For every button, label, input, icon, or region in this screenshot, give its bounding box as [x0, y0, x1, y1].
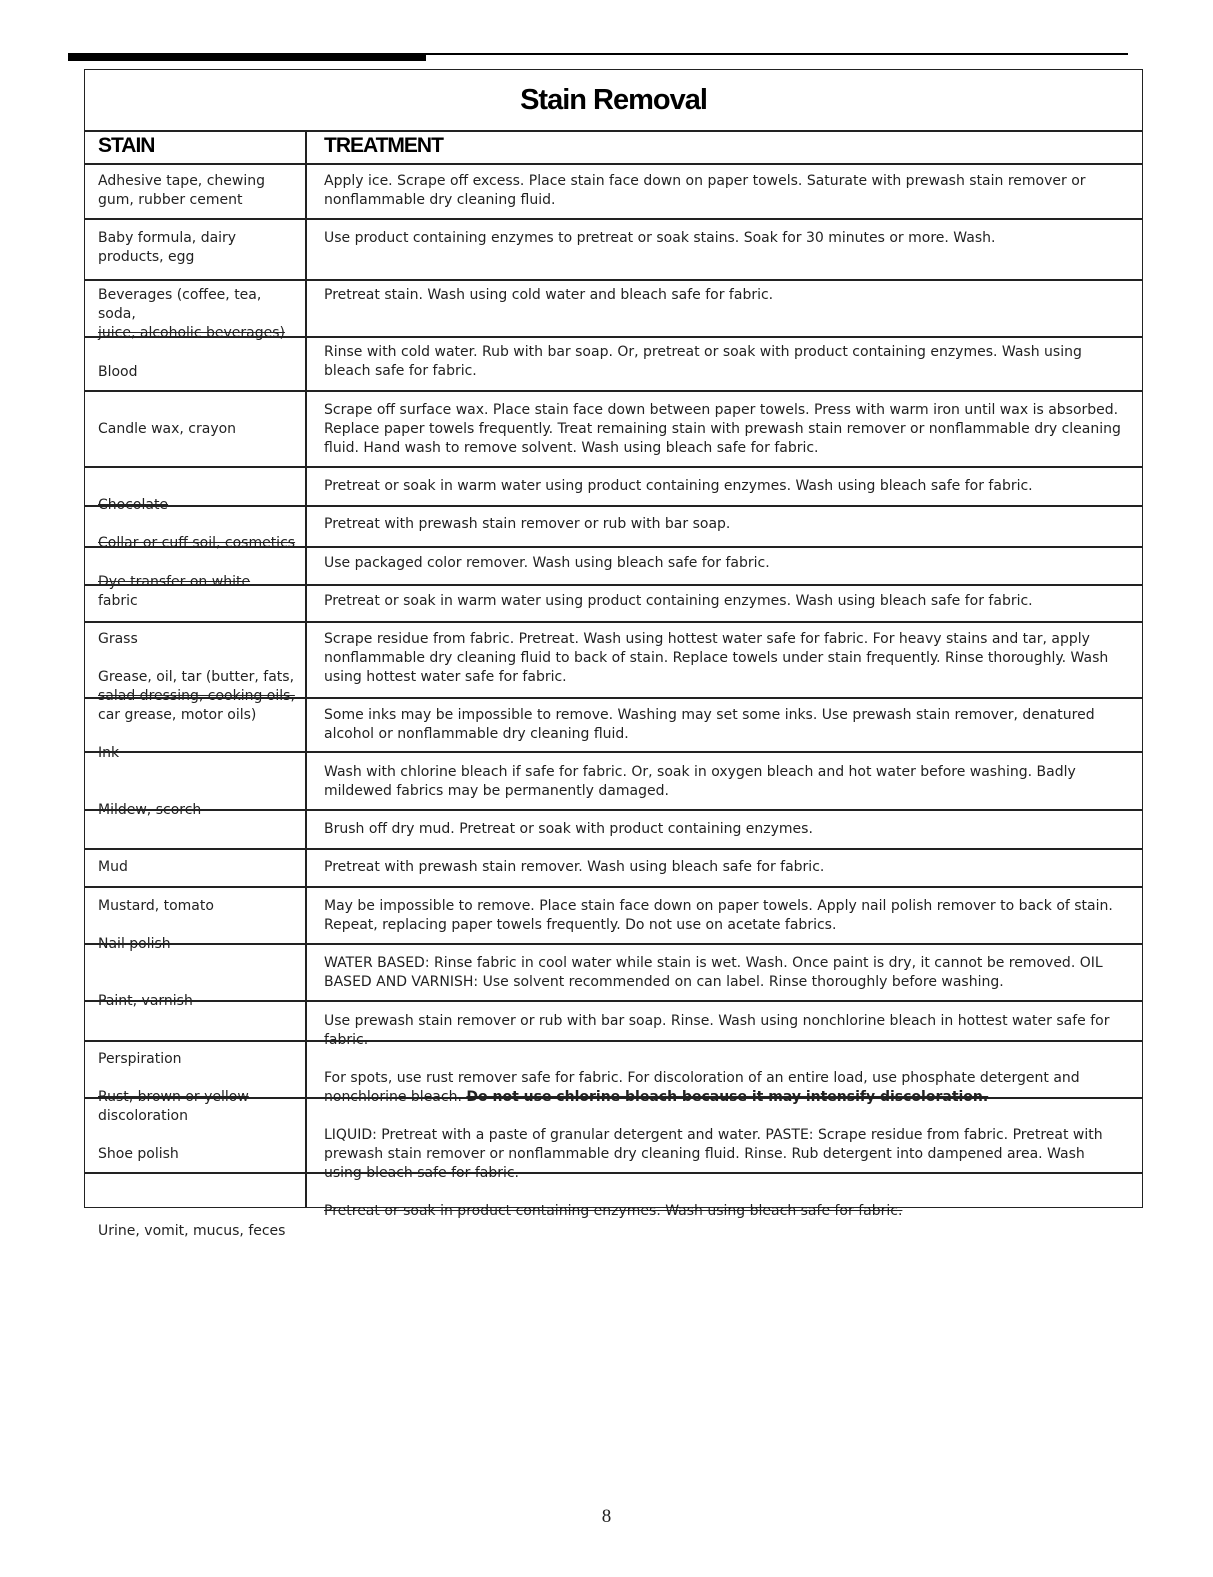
- treatment-text: Use product containing enzymes to pretreat or soak stains. Soak for 30 minutes or more. Wash.: [324, 230, 996, 246]
- treatment-text: Rinse with cold water. Rub with bar soap. Or, pretreat or soak with product containing enzymes. Wash using bleach safe for fabric.: [324, 344, 1082, 379]
- row-divider: [84, 130, 1143, 132]
- stain-label: Beverages (coffee, tea, soda,: [98, 287, 262, 322]
- treatment-text: Apply ice. Scrape off excess. Place stain face down on paper towels. Saturate with prewash stain remover or nonflammable dry cleaning fluid.: [324, 173, 1086, 208]
- treatment-text: Brush off dry mud. Pretreat or soak with product containing enzymes.: [324, 821, 813, 837]
- column-header-treatment: TREATMENT: [324, 134, 443, 157]
- row-divider: [84, 848, 1143, 850]
- row-divider: [84, 163, 1143, 165]
- stain-label: Candle wax, crayon: [98, 421, 237, 437]
- column-divider: [305, 130, 307, 1208]
- row-divider: [84, 279, 1143, 281]
- stain-label: Baby formula, dairy products, egg: [98, 230, 237, 265]
- treatment-text: Wash with chlorine bleach if safe for fabric. Or, soak in oxygen bleach and hot water before washing. Badly mildewed fabrics may be permanently damaged.: [324, 764, 1076, 799]
- stain-label: car grease, motor oils): [98, 707, 257, 723]
- treatment-text: Some inks may be impossible to remove. Washing may set some inks. Use prewash stain remover, denatured alcohol or nonflammable dry cleaning fluid.: [324, 707, 1095, 742]
- stain-label: discoloration: [98, 1108, 188, 1124]
- row-divider: [84, 886, 1143, 888]
- stain-label: salad dressing, cooking oils,: [98, 688, 295, 704]
- stain-label: Adhesive tape, chewing gum, rubber cement: [98, 173, 265, 208]
- treatment-text: Scrape residue from fabric. Pretreat. Wash using hottest water safe for fabric. For heavy stains and tar, apply nonflammable dry cleaning fluid to back of stain. Replace towels under stain frequently. Rinse thoroughly. Wash using hottest water safe for fabric.: [324, 631, 1109, 685]
- stain-label: Shoe polish: [98, 1146, 179, 1162]
- row-divider: [84, 621, 1143, 623]
- row-divider: [84, 390, 1143, 392]
- treatment-text: Pretreat with prewash stain remover or rub with bar soap.: [324, 516, 731, 532]
- stain-label: Blood: [98, 364, 138, 380]
- stain-label: Perspiration: [98, 1051, 182, 1067]
- treatment-text: Use prewash stain remover or rub with bar soap. Rinse. Wash using nonchlorine bleach in hottest water safe for fabric.: [324, 1013, 1110, 1048]
- column-header-stain: STAIN: [98, 134, 155, 157]
- page-title: Stain Removal: [520, 84, 707, 116]
- treatment-text: Pretreat or soak in warm water using product containing enzymes. Wash using bleach safe for fabric.: [324, 478, 1033, 494]
- stain-label: juice, alcoholic beverages): [98, 325, 285, 341]
- stain-label: Mustard, tomato: [98, 898, 214, 914]
- header-rule-thick: [68, 55, 426, 61]
- treatment-text: Scrape off surface wax. Place stain face down between paper towels. Press with warm iron until wax is absorbed. Replace paper towels frequently. Treat remaining stain with prewash stain remover or nonflammable dry cleaning fluid. Hand wash to remove solvent. Wash using bleach safe for fabric.: [324, 402, 1121, 456]
- stain-label: Grass: [98, 631, 138, 647]
- treatment-warning: Do not use chlorine bleach because it may intensify discoloration.: [466, 1089, 989, 1105]
- treatment-text: Pretreat stain. Wash using cold water and bleach safe for fabric.: [324, 287, 774, 303]
- stain-label: Grease, oil, tar (butter, fats,: [98, 669, 295, 685]
- stain-label: Chocolate: [98, 497, 169, 513]
- stain-label: Paint, varnish: [98, 993, 193, 1009]
- treatment-text: [324, 1069, 1124, 1107]
- stain-label: Mud: [98, 859, 128, 875]
- stain-label: Urine, vomit, mucus, feces: [98, 1223, 286, 1239]
- stain-label: Rust, brown or yellow: [98, 1089, 249, 1105]
- treatment-text: May be impossible to remove. Place stain face down on paper towels. Apply nail polish remover to back of stain. Repeat, replacing paper towels frequently. Do not use on acetate fabrics.: [324, 898, 1113, 933]
- stain-label: Mildew, scorch: [98, 802, 202, 818]
- stain-label: fabric: [98, 593, 138, 609]
- treatment-text: LIQUID: Pretreat with a paste of granular detergent and water. PASTE: Scrape residue from fabric. Pretreat with prewash stain remover or nonflammable dry cleaning fluid. Rinse. Rub detergent into dampened area. Wash using bleach safe for fabric.: [324, 1127, 1103, 1181]
- row-divider: [84, 466, 1143, 468]
- page-number: 8: [601, 1506, 612, 1527]
- treatment-text: Pretreat or soak in warm water using product containing enzymes. Wash using bleach safe for fabric.: [324, 593, 1033, 609]
- stain-label: Ink: [98, 745, 120, 761]
- treatment-text-spots: For spots, use rust remover safe for fabric. For discoloration of an entire load, use phosphate detergent and nonchlorine bleach.: [324, 1070, 1080, 1105]
- row-divider: [84, 218, 1143, 220]
- stain-label: Collar or cuff soil, cosmetics: [98, 535, 296, 551]
- treatment-text: Pretreat with prewash stain remover. Wash using bleach safe for fabric.: [324, 859, 825, 875]
- treatment-text: Pretreat or soak in product containing enzymes. Wash using bleach safe for fabric.: [324, 1203, 903, 1219]
- stain-label: Dye transfer on white: [98, 574, 251, 590]
- stain-label: Nail polish: [98, 936, 171, 952]
- treatment-text: Use packaged color remover. Wash using bleach safe for fabric.: [324, 555, 770, 571]
- treatment-text: WATER BASED: Rinse fabric in cool water while stain is wet. Wash. Once paint is dry, it cannot be removed. OIL BASED AND VARNISH: Use solvent recommended on can label. Rinse thoroughly before washing.: [324, 955, 1103, 990]
